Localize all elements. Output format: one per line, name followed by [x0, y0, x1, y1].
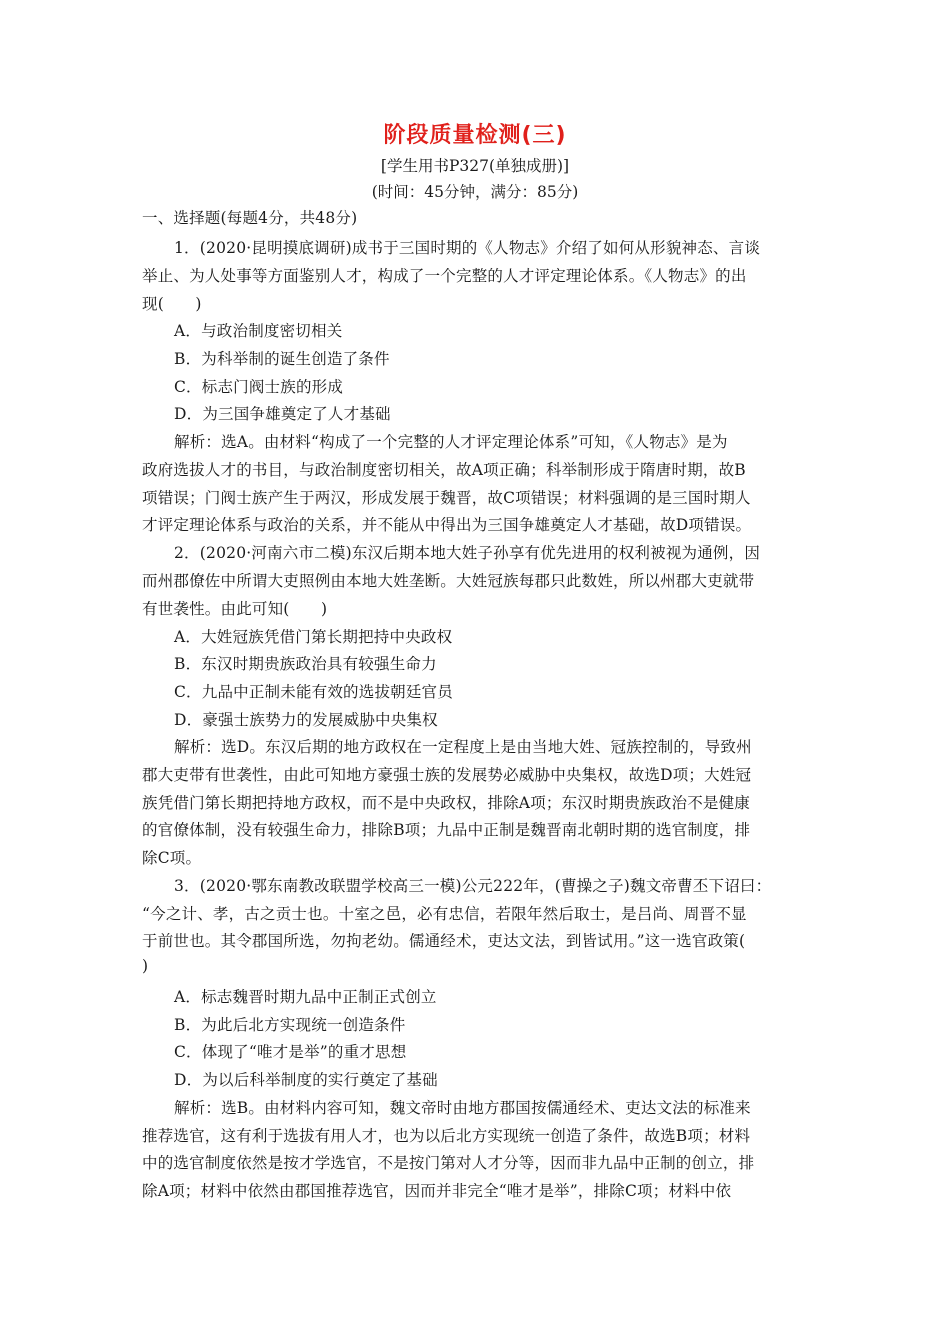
q2-analysis-line: 族凭借门第长期把持地方政权，而不是中央政权，排除A项；东汉时期贵族政治不是健康	[142, 794, 750, 812]
q3-analysis-line: 解析：选B。由材料内容可知，魏文帝时由地方郡国按儒通经术、吏达文法的标准来	[174, 1099, 751, 1117]
q1-stem-line: 举止、为人处事等方面鉴别人才，构成了一个完整的人才评定理论体系。《人物志》的出	[142, 267, 747, 285]
q1-option-a: A．与政治制度密切相关	[174, 322, 343, 340]
q2-analysis-line: 除C项。	[142, 849, 202, 867]
q1-option-d: D．为三国争雄奠定了人才基础	[174, 405, 391, 423]
q1-analysis-line: 项错误；门阀士族产生于两汉，形成发展于魏晋，故C项错误；材料强调的是三国时期人	[142, 489, 751, 507]
q3-option-c: C．体现了“唯才是举”的重才思想	[174, 1043, 407, 1061]
q1-option-c: C．标志门阀士族的形成	[174, 378, 344, 396]
q1-option-b: B．为科举制的诞生创造了条件	[174, 350, 390, 368]
q1-analysis-line: 才评定理论体系与政治的关系，并不能从中得出为三国争雄奠定人才基础，故D项错误。	[142, 516, 752, 534]
book-reference: [学生用书P327(单独成册)]	[380, 157, 570, 175]
q2-option-d: D．豪强士族势力的发展威胁中央集权	[174, 711, 438, 729]
section-heading: 一、选择题(每题4分，共48分)	[142, 209, 358, 227]
q2-stem-line: 而州郡僚佐中所谓大吏照例由本地大姓垄断。大姓冠族每郡只此数姓，所以州郡大吏就带	[142, 572, 755, 590]
q3-analysis-line: 除A项；材料中依然由郡国推荐选官，因而并非完全“唯才是举”，排除C项；材料中依	[142, 1182, 732, 1200]
q2-analysis-line: 的官僚体制，没有较强生命力，排除B项；九品中正制是魏晋南北朝时期的选官制度，排	[142, 821, 751, 839]
time-score-info: (时间：45分钟，满分：85分)	[371, 183, 579, 201]
q3-option-a: A．标志魏晋时期九品中正制正式创立	[174, 988, 437, 1006]
q3-stem-line: 3．(2020·鄂东南教改联盟学校高三一模)公元222年，(曹操之子)魏文帝曹丕下诏曰：	[174, 877, 772, 895]
q2-stem-line: 有世袭性。由此可知( )	[142, 600, 328, 618]
q2-stem-line: 2．(2020·河南六市二模)东汉后期本地大姓子孙享有优先进用的权利被视为通例，因	[174, 544, 761, 562]
q1-stem-line: 1．(2020·昆明摸底调研)成书于三国时期的《人物志》介绍了如何从形貌神态、言谈	[174, 239, 761, 257]
q2-option-a: A．大姓冠族凭借门第长期把持中央政权	[174, 628, 453, 646]
q3-analysis-line: 推荐选官，这有利于选拔有用人才，也为以后北方实现统一创造了条件，故选B项；材料	[142, 1127, 751, 1145]
q1-analysis-line: 政府选拔人才的书目，与政治制度密切相关，故A项正确；科举制形成于隋唐时期，故B	[142, 461, 746, 479]
page-title: 阶段质量检测(三)	[383, 123, 567, 148]
q3-analysis-line: 中的选官制度依然是按才学选官，不是按门第对人才分等，因而非九品中正制的创立，排	[142, 1154, 755, 1172]
q2-option-c: C．九品中正制未能有效的选拔朝廷官员	[174, 683, 453, 701]
q3-option-b: B．为此后北方实现统一创造条件	[174, 1016, 406, 1034]
q3-stem-line: )	[142, 957, 149, 975]
q2-option-b: B．东汉时期贵族政治具有较强生命力	[174, 655, 437, 673]
q2-analysis-line: 郡大吏带有世袭性，由此可知地方豪强士族的发展势必威胁中央集权，故选D项；大姓冠	[142, 766, 752, 784]
q2-analysis-line: 解析：选D。东汉后期的地方政权在一定程度上是由当地大姓、冠族控制的，导致州	[174, 738, 752, 756]
q3-option-d: D．为以后科举制度的实行奠定了基础	[174, 1071, 438, 1089]
q3-stem-line: “今之计、孝，古之贡士也。十室之邑，必有忠信，若限年然后取士，是吕尚、周晋不显	[142, 905, 747, 923]
q1-stem-line: 现( )	[142, 295, 202, 313]
q3-stem-line: 于前世也。其令郡国所选，勿拘老幼。儒通经术，吏达文法，到皆试用。”这一选官政策(	[142, 932, 746, 950]
q1-analysis-line: 解析：选A。由材料“构成了一个完整的人才评定理论体系”可知，《人物志》是为	[174, 433, 728, 451]
